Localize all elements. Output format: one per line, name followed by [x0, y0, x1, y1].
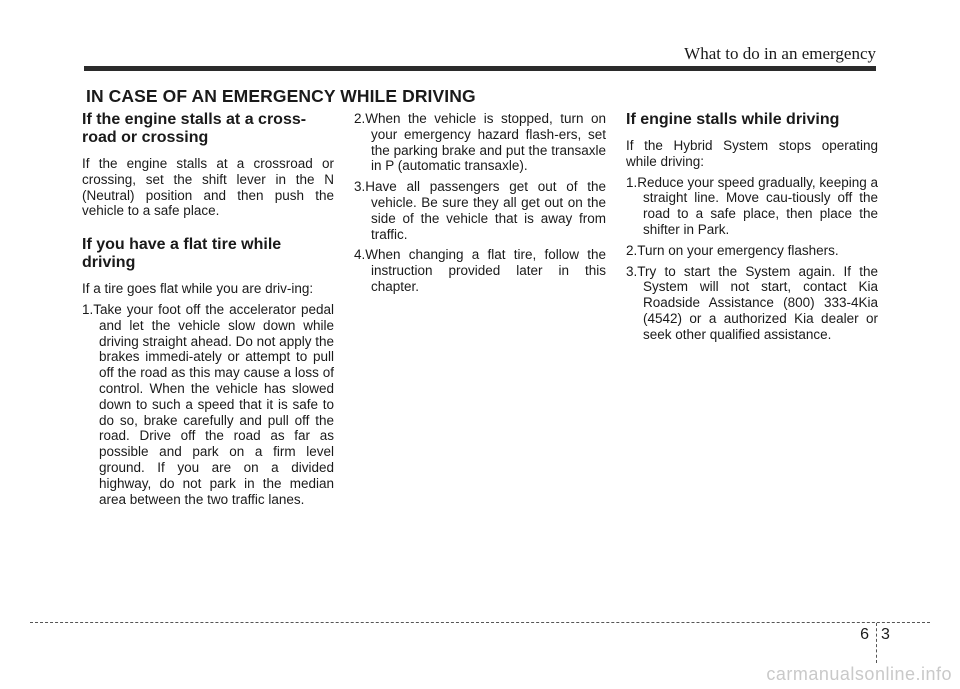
heading-stall-crossing: If the engine stalls at a cross-road or crossing	[82, 111, 307, 146]
column-left	[82, 111, 334, 512]
list-item-flat-tire-1: 1.Take your foot off the accelerator pedal and let the vehicle slow down while driving straight ahead. Do not apply the brakes immedi-ately or attempt to pull off the road as this may cause a loss of control. When the vehicle has slowed down to such a speed that it is safe to do so, brake carefully and pull off the road. Drive off the road as far as possible and park on a firm level ground. If you are on a divided highway, do not park in the median area between the two traffic lanes.	[82, 301, 334, 507]
list-item-stall-driving-3: 3.Try to start the System again. If the System will not start, contact Kia Roadside Assistance (800) 333-4Kia (4542) or a authorized Kia dealer or seek other qualified assistance.	[626, 263, 878, 342]
paragraph-flat-tire-intro: If a tire goes flat while you are driv-ing:	[82, 281, 314, 297]
chapter-number: 6	[860, 626, 869, 643]
page-number: 3	[881, 626, 890, 643]
list-item-flat-tire-4: 4.When changing a flat tire, follow the instruction provided later in this chapter.	[354, 247, 606, 294]
column-right	[626, 111, 878, 348]
heading-stall-driving: If engine stalls while driving	[626, 111, 840, 128]
list-item-flat-tire-3: 3.Have all passengers get out of the vehicle. Be sure they all get out on the side of the vehicle that is away from traffic.	[354, 179, 606, 242]
running-header-title: What to do in an emergency	[684, 44, 876, 63]
column-middle	[354, 111, 606, 300]
header-rule	[84, 66, 876, 71]
heading-flat-tire: If you have a flat tire while driving	[82, 236, 282, 272]
section-title: IN CASE OF AN EMERGENCY WHILE DRIVING	[86, 86, 476, 106]
list-item-stall-driving-2: 2.Turn on your emergency flashers.	[626, 242, 839, 258]
paragraph-stall-crossing: If the engine stalls at a crossroad or crossing, set the shift lever in the N (Neutral) position and then push the vehicle to a safe place.	[82, 156, 334, 219]
list-item-stall-driving-1: 1.Reduce your speed gradually, keeping a straight line. Move cau-tiously off the road to a safe place, then place the shifter in Park.	[626, 174, 878, 237]
paragraph-stall-driving-intro: If the Hybrid System stops operating while driving:	[626, 138, 878, 169]
watermark-text: carmanualsonline.info	[766, 664, 952, 684]
page-number-separator	[876, 623, 877, 663]
footer-dashed-rule	[30, 622, 930, 623]
list-item-flat-tire-2: 2.When the vehicle is stopped, turn on your emergency hazard flash-ers, set the parking brake and put the transaxle in P (automatic transaxle).	[354, 111, 606, 174]
